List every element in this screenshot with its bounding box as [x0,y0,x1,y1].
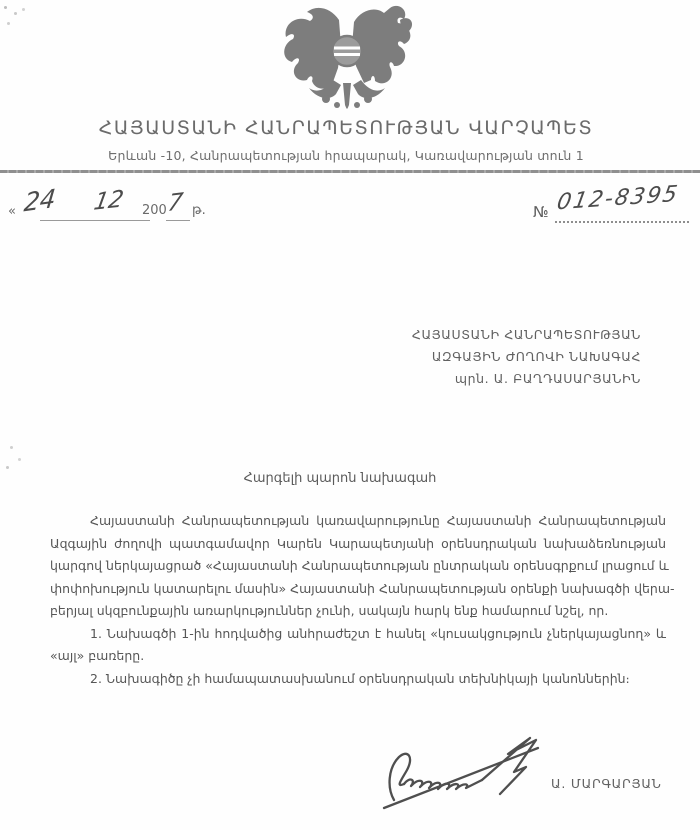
sender-address: Երևան -10, Հանրապետության հրապարակ, Կառավարության տուն 1 [108,148,584,163]
header-divider [0,170,700,173]
letter-body [50,513,675,693]
body-line: 2. Նախագիծը չի համապատասխանում օրենսդրական տեխնիկայի կանոններին։ [90,670,630,686]
body-line: կարգով ներկայացրած «Հայաստանի Հանրապետության ընտրական օրենսգրքում լրացում և [50,558,669,573]
recipient-line: պրն. Ա. ԲԱՂԴԱՍԱՐՅԱՆԻՆ [454,371,641,386]
handwritten-day: 24 [22,183,58,218]
sender-title: ՀԱՅԱՍՏԱՆԻ ՀԱՆՐԱՊԵՏՈՒԹՅԱՆ ՎԱՐՉԱՊԵՏ [98,117,594,139]
number-underline [555,221,689,223]
recipient-block [412,324,641,390]
document-number [533,181,693,232]
open-quote: « [8,204,16,219]
body-line: բերյալ սկզբունքային առարկություններ չունի, սակայն հարկ ենք համարում նշել, որ. [50,603,609,618]
body-line: «այլ» բառերը. [50,648,145,663]
body-line: Հայաստանի Հանրապետության կառավարությունը Հայաստանի Հանրապետության [90,513,666,528]
salutation: Հարգելի պարոն նախագահ [243,471,437,486]
body-line: 1. Նախագծի 1-ին հոդվածից անհրաժեշտ է հանել «կուսակցություն չներկայացնող» և [90,625,666,641]
signer-name: Ա. ՄԱՐԳԱՐՅԱՆ [551,776,662,791]
handwritten-number: 012-8395 [554,181,682,216]
date-blank-underline [40,220,150,221]
date-line [8,183,238,232]
letterhead [0,117,692,163]
year-prefix: 200 [142,203,167,218]
handwritten-year-digit: 7 [165,188,185,218]
handwritten-signature [378,726,573,811]
handwritten-month: 12 [91,186,126,216]
body-line: փոփոխություն կատարելու մասին» Հայաստանի Հանրապետության օրենքի նախագծի վերա- [50,580,675,596]
year-suffix: թ. [192,203,206,218]
scan-noise [4,6,7,9]
armenia-coat-of-arms-icon [277,4,417,114]
number-sign: № [533,203,549,221]
recipient-line: ԱԶԳԱՅԻՆ ԺՈՂՈՎԻ ՆԱԽԱԳԱՀ [431,349,641,364]
recipient-line: ՀԱՅԱՍՏԱՆԻ ՀԱՆՐԱՊԵՏՈՒԹՅԱՆ [411,327,641,342]
year-blank-underline [166,220,190,221]
body-line: Ազգային ժողովի պատգամավոր Կարեն Կարապետյանի օրենսդրական նախաձեռնության [50,535,666,551]
